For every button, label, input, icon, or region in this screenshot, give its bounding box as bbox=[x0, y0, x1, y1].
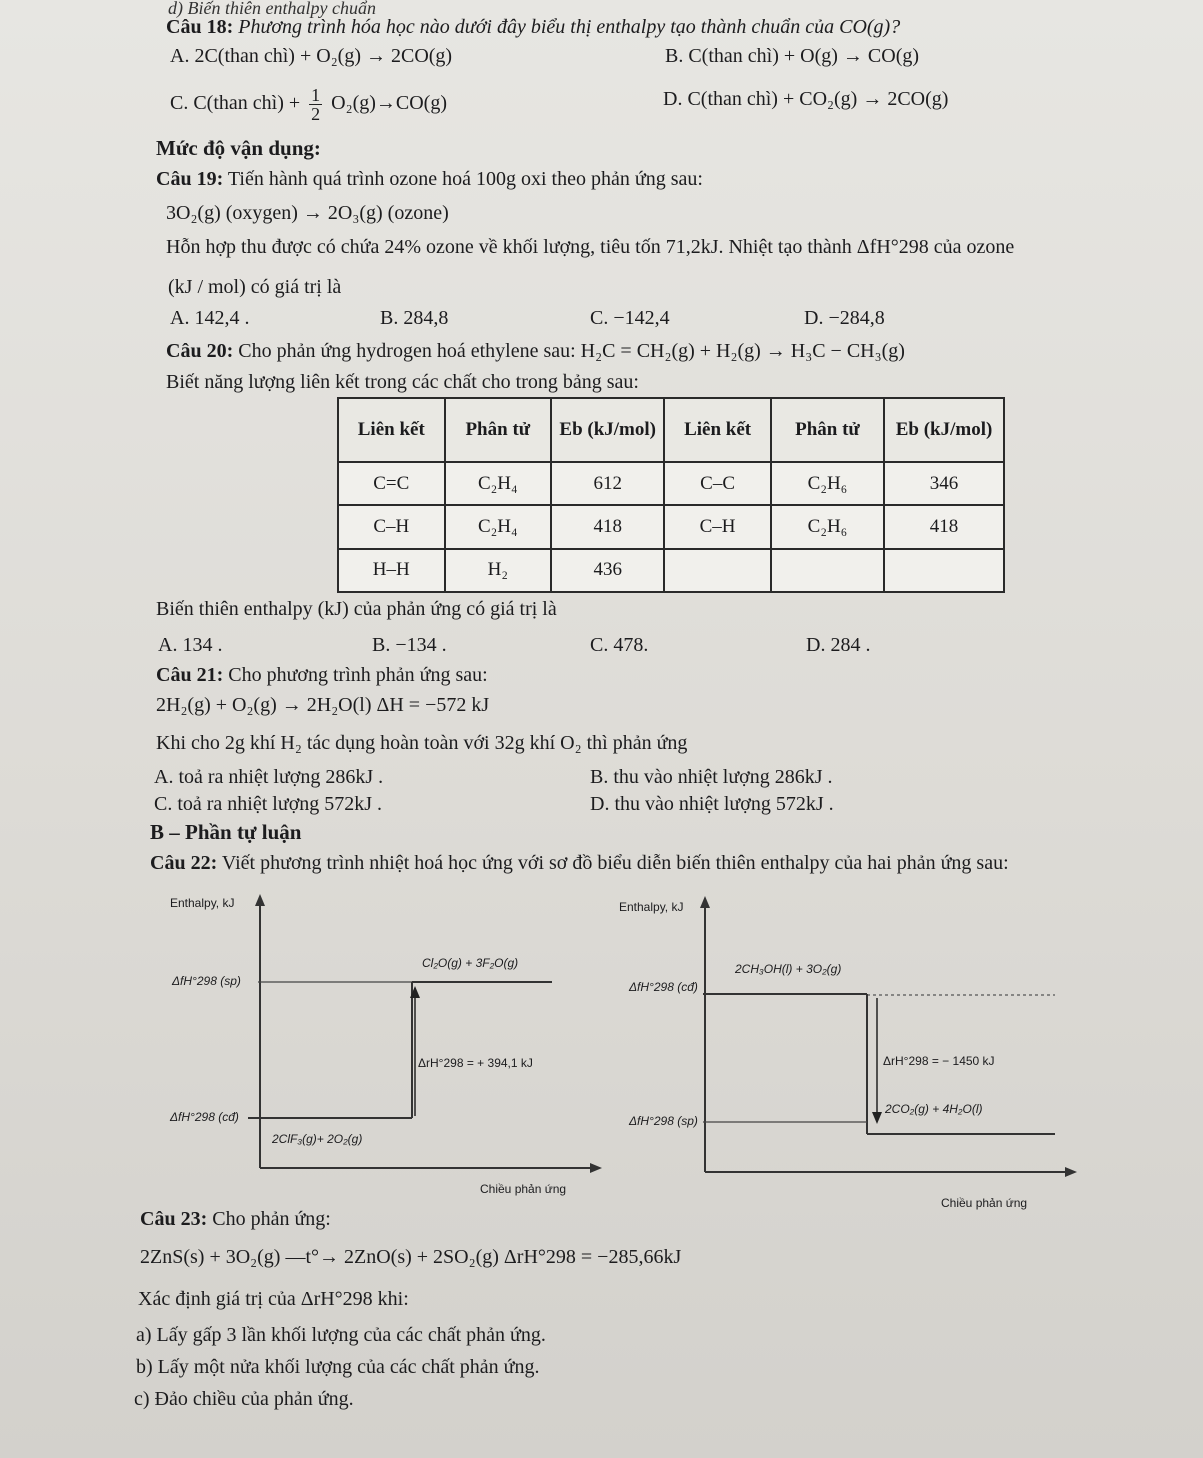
diagram-1-ylabel: Enthalpy, kJ bbox=[170, 896, 235, 910]
section-apply-heading: Mức độ vận dụng: bbox=[156, 136, 321, 160]
q19-stem bbox=[156, 168, 703, 191]
top-partial-text: d) Biến thiên enthalpy chuẩn bbox=[168, 0, 376, 18]
table-cell bbox=[884, 549, 1004, 592]
q21-text: Cho phương trình phản ứng sau: bbox=[228, 664, 488, 686]
enthalpy-diagram-2 bbox=[615, 890, 1085, 1220]
q21-line3: Khi cho 2g khí H₂ tác dụng hoàn toàn với 32g khí O₂ thì phản ứng bbox=[156, 732, 688, 754]
diagram-1-delta: ΔrH°298 = + 394,1 kJ bbox=[418, 1056, 533, 1070]
fraction-denominator: 2 bbox=[311, 104, 321, 124]
table-cell: C–H bbox=[338, 505, 445, 548]
q21-option-b: B. thu vào nhiệt lượng 286kJ . bbox=[590, 766, 833, 788]
table-cell: C–C bbox=[664, 462, 771, 505]
q19-line3: Hỗn hợp thu được có chứa 24% ozone về khối lượng, tiêu tốn 71,2kJ. Nhiệt tạo thành ΔfH°298 của ozone bbox=[166, 236, 1015, 258]
diagram-2-top-level: ΔfH°298 (cđ) bbox=[629, 980, 698, 994]
q19-option-c: C. −142,4 bbox=[590, 307, 670, 329]
q20-option-d: D. 284 . bbox=[806, 634, 871, 656]
table-header: Liên kết bbox=[338, 398, 445, 462]
q23-stem bbox=[140, 1208, 331, 1231]
bond-energy-table bbox=[337, 397, 1005, 593]
q21-stem bbox=[156, 664, 488, 687]
q18-option-a: A. 2C(than chì) + O₂(g) → 2CO(g) bbox=[170, 45, 453, 67]
q21-option-a: A. toả ra nhiệt lượng 286kJ . bbox=[154, 766, 384, 788]
section-b-heading: B – Phần tự luận bbox=[150, 820, 302, 844]
q19-text: Tiến hành quá trình ozone hoá 100g oxi theo phản ứng sau: bbox=[227, 168, 703, 190]
diagram-1-top-level: ΔfH°298 (sp) bbox=[172, 974, 241, 988]
fraction bbox=[309, 86, 322, 123]
q18-option-c bbox=[170, 86, 447, 123]
table-cell: C₂H₄ bbox=[445, 462, 552, 505]
table-cell: C₂H₆ bbox=[771, 462, 884, 505]
y-axis-arrow bbox=[700, 896, 710, 908]
diagram-2-top-species: 2CH₃OH(l) + 3O₂(g) bbox=[735, 962, 842, 976]
q18-option-b: B. C(than chì) + O(g) → CO(g) bbox=[665, 45, 920, 67]
q21-option-c: C. toả ra nhiệt lượng 572kJ . bbox=[154, 793, 383, 815]
table-cell bbox=[664, 549, 771, 592]
table-header: Phân tử bbox=[445, 398, 552, 462]
q19-option-b: B. 284,8 bbox=[380, 307, 449, 329]
table-header: Eb (kJ/mol) bbox=[551, 398, 664, 462]
q18-option-c-pre: C. C(than chì) + bbox=[170, 92, 301, 115]
table-cell: C=C bbox=[338, 462, 445, 505]
x-axis-arrow bbox=[590, 1163, 602, 1173]
q22-number: Câu 22: bbox=[150, 852, 218, 874]
table-cell: C₂H₆ bbox=[771, 505, 884, 548]
q20-option-b: B. −134 . bbox=[372, 634, 447, 656]
q23-part-c: c) Đảo chiều của phản ứng. bbox=[134, 1388, 354, 1410]
table-cell: H₂ bbox=[445, 549, 552, 592]
q19-equation: 3O₂(g) (oxygen) → 2O₃(g) (ozone) bbox=[166, 202, 449, 224]
diagram-1-svg bbox=[160, 890, 605, 1210]
table-cell: 418 bbox=[551, 505, 664, 548]
q22-text: Viết phương trình nhiệt hoá học ứng với sơ đồ biểu diễn biến thiên enthalpy của hai phản ứng sau: bbox=[221, 852, 1009, 874]
q19-number: Câu 19: bbox=[156, 168, 224, 190]
q23-part-a: a) Lấy gấp 3 lần khối lượng của các chất phản ứng. bbox=[136, 1324, 546, 1346]
q20-line2: Biết năng lượng liên kết trong các chất cho trong bảng sau: bbox=[166, 371, 639, 393]
table-row bbox=[338, 549, 1004, 592]
q21-equation: 2H₂(g) + O₂(g) → 2H₂O(l) ΔH = −572 kJ bbox=[156, 694, 490, 716]
table-header: Liên kết bbox=[664, 398, 771, 462]
q18-option-d: D. C(than chì) + CO₂(g) → 2CO(g) bbox=[663, 88, 949, 110]
diagram-2-delta: ΔrH°298 = − 1450 kJ bbox=[883, 1054, 995, 1068]
q20-after: Biến thiên enthalpy (kJ) của phản ứng có giá trị là bbox=[156, 598, 557, 620]
q19-option-a: A. 142,4 . bbox=[170, 307, 250, 329]
diagram-2-svg bbox=[615, 890, 1085, 1220]
table-cell: 346 bbox=[884, 462, 1004, 505]
q22-stem bbox=[150, 852, 1009, 875]
diagram-2-xlabel: Chiều phản ứng bbox=[941, 1196, 1028, 1210]
q20-number: Câu 20: bbox=[166, 340, 234, 362]
table-header-row bbox=[338, 398, 1004, 462]
x-axis-arrow bbox=[1065, 1167, 1077, 1177]
q21-option-d: D. thu vào nhiệt lượng 572kJ . bbox=[590, 793, 834, 815]
fraction-numerator: 1 bbox=[311, 85, 321, 105]
table-cell: 418 bbox=[884, 505, 1004, 548]
diagram-2-bottom-species: 2CO₂(g) + 4H₂O(l) bbox=[885, 1102, 983, 1116]
q23-number: Câu 23: bbox=[140, 1208, 208, 1230]
q18-number: Câu 18: bbox=[166, 16, 234, 38]
table-row bbox=[338, 462, 1004, 505]
q23-part-b: b) Lấy một nửa khối lượng của các chất phản ứng. bbox=[136, 1356, 540, 1378]
diagram-2-ylabel: Enthalpy, kJ bbox=[619, 900, 684, 914]
diagram-1-bottom-level: ΔfH°298 (cđ) bbox=[170, 1110, 239, 1124]
q23-equation: 2ZnS(s) + 3O₂(g) —t°→ 2ZnO(s) + 2SO₂(g) ΔrH°298 = −285,66kJ bbox=[140, 1246, 682, 1268]
q18-stem bbox=[166, 16, 900, 39]
diagram-1-top-species: Cl₂O(g) + 3F₂O(g) bbox=[422, 956, 519, 970]
table-header: Phân tử bbox=[771, 398, 884, 462]
q19-option-d: D. −284,8 bbox=[804, 307, 885, 329]
table-cell: 612 bbox=[551, 462, 664, 505]
q20-option-c: C. 478. bbox=[590, 634, 649, 656]
delta-arrowhead-down bbox=[872, 1112, 882, 1124]
table-row bbox=[338, 505, 1004, 548]
q18-option-c-post: O₂(g)→CO(g) bbox=[331, 92, 447, 115]
q23-text: Cho phản ứng: bbox=[212, 1208, 331, 1230]
table-header: Eb (kJ/mol) bbox=[884, 398, 1004, 462]
table-cell bbox=[771, 549, 884, 592]
q20-option-a: A. 134 . bbox=[158, 634, 223, 656]
diagram-2-bottom-level: ΔfH°298 (sp) bbox=[629, 1114, 698, 1128]
q19-line4: (kJ / mol) có giá trị là bbox=[168, 276, 342, 298]
table-cell: H–H bbox=[338, 549, 445, 592]
q21-number: Câu 21: bbox=[156, 664, 224, 686]
q20-stem bbox=[166, 340, 905, 363]
table-cell: C₂H₄ bbox=[445, 505, 552, 548]
q20-text: Cho phản ứng hydrogen hoá ethylene sau: H₂C = CH₂(g) + H₂(g) → H₃C − CH₃(g) bbox=[238, 340, 905, 362]
y-axis-arrow bbox=[255, 894, 265, 906]
diagram-1-xlabel: Chiều phản ứng bbox=[480, 1182, 567, 1196]
table-cell: C–H bbox=[664, 505, 771, 548]
q23-line2: Xác định giá trị của ΔrH°298 khi: bbox=[138, 1288, 409, 1310]
enthalpy-diagram-1 bbox=[160, 890, 605, 1210]
table-cell: 436 bbox=[551, 549, 664, 592]
diagram-1-bottom-species: 2ClF₃(g)+ 2O₂(g) bbox=[272, 1132, 363, 1146]
q18-text: Phương trình hóa học nào dưới đây biểu thị enthalpy tạo thành chuẩn của CO(g)? bbox=[238, 16, 901, 38]
